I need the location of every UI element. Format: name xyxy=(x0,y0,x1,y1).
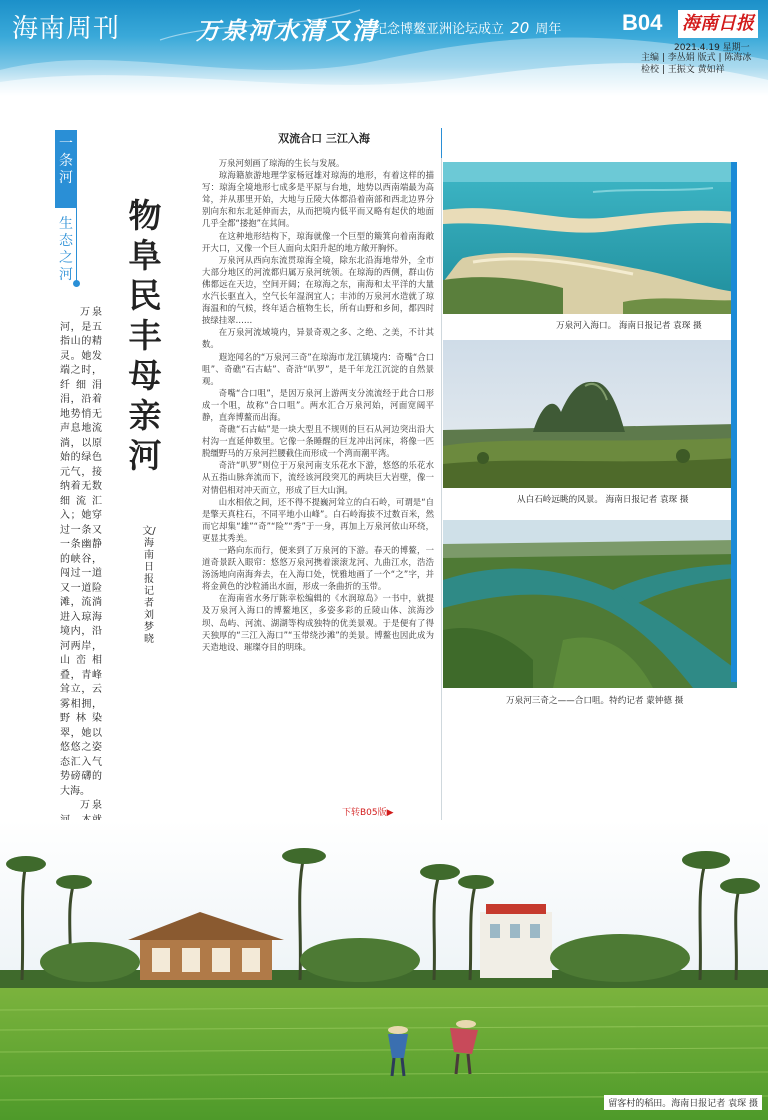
article-paragraph: 奇浒“叭罗”则位于万泉河南支乐花水下游，悠悠的乐花水从五指山脉奔流而下，流经该河段突兀的两块巨大岩壁，像一对情侣相对冲天而立，形成了巨大山涧。 xyxy=(202,460,434,495)
article-paragraph: 一路向东而行，便来到了万泉河的下游。春天的博鳌，一道奇景跃入眼帘：悠悠万泉河携着滚滚龙河、九曲江水，浩浩汤汤地向南海奔去，在入海口处，恍雅地画了一个“之”字，并将金黄色的沙粒涌出水面，形成一条曲折的玉带。 xyxy=(202,545,434,592)
series-tag-dot xyxy=(73,280,80,287)
photo-baishiling xyxy=(443,340,737,488)
subtitle-suffix: 周年 xyxy=(535,22,562,37)
article-body xyxy=(202,157,434,653)
photo-river-mouth xyxy=(443,162,737,314)
publication-brand: 海南周刊 xyxy=(12,14,121,44)
article-paragraph: 奇嘴“合口咀”，是因万泉河上游两支分流流经于此合口形成一个咀，故称“合口咀”。两水汇合万泉河始，河面宽阔平静，直奔博鳌而出海。 xyxy=(202,387,434,422)
issue-date: 2021.4.19 星期一 xyxy=(674,43,750,53)
section-heading: 双流合口 三江入海 xyxy=(278,132,370,145)
rice-paddy-image xyxy=(0,820,768,1120)
bottom-photo-caption: 留客村的稻田。海南日报记者 袁琛 摄 xyxy=(604,1095,762,1110)
series-tag-line xyxy=(76,130,77,286)
article-paragraph: 山水相依之间，还不得不提巍河耸立的白石岭，可谓是“自是擎天真柱石，不同平地小山峰”。白石岭海拔不过数百米，然而它却集“雄”“奇”“险”“秀”于一身，再加上万泉河依山环绕，更显其秀美。 xyxy=(202,496,434,543)
confluence-image xyxy=(443,520,737,688)
photo-caption: 从白石岭远眺的风景。 海南日报记者 袁琛 摄 xyxy=(517,495,689,505)
intro-paragraph: 万泉 xyxy=(80,800,102,811)
article-paragraph: 在这种地形结构下，琼海就像一个巨型的簸箕向着南海敞开大口，又像一个巨人面向太阳升起的地方敞开胸怀。 xyxy=(202,230,434,253)
series-name: 一条河 xyxy=(59,136,73,186)
article-paragraph: 万泉河从西向东流贯琼海全境，除东北沿海地带外，全市大部分地区的河流都归属万泉河统领。在琼海的西侧，群山仿佛都远在天边，空间开阔；在琼海之东，南海和太平洋的大量水汽长驱直入，空气长年湿润宜人；丰沛的万泉河水造就了琼海温和的气候，终年适合植物生长，所有山野和乡间，都四时披绿挂翠…… xyxy=(202,254,434,326)
article-paragraph: 在万泉河流域境内，异景奇观之多、之绝、之美，不计其数。 xyxy=(202,327,434,350)
newspaper-logo: 海南日报 xyxy=(678,10,758,38)
river-mouth-image xyxy=(443,162,737,314)
continued-link[interactable]: 下转B05版▶ xyxy=(342,808,394,818)
column-divider-accent xyxy=(441,128,442,158)
article-headline: 物阜民丰母亲河 xyxy=(128,196,162,475)
staff-proofread: 检校 | 王振文 黄如祥 xyxy=(641,65,725,75)
column-divider xyxy=(441,128,442,820)
baishiling-image xyxy=(443,340,737,488)
editorial-staff xyxy=(641,52,759,76)
article-paragraph: 奇礁“石古岵”是一块大型且不规则的巨石从河边突出沿大村沟一直延伸数里。它像一条睡醒的巨龙冲出河床，将像一匹脱缰野马的万泉河拦腰截住而形成一个湾而潮平湾。 xyxy=(202,424,434,459)
article-paragraph: 万泉河刻画了琼海的生长与发展。 xyxy=(218,158,345,168)
photo-confluence xyxy=(443,520,737,688)
subtitle-year: 20 xyxy=(510,19,530,37)
anniversary-subtitle xyxy=(374,18,561,37)
intro-paragraph: 万泉河，是五指山的精灵。她发端之时，纤细涓涓，沿着地势悄无声息地流淌，以原始的绿色元气，接纳着无数细流汇入；她穿过一条又一条幽静的峡谷，闯过一道又一道险滩，流淌进入琼海境内，沿河两岸，山峦相叠，青峰耸立，云雾相拥，野林染翠，她以悠悠之姿态汇入气势磅礴的大海。 xyxy=(60,307,102,797)
masthead xyxy=(0,0,768,96)
photo-accent-bar xyxy=(731,162,737,682)
article-paragraph: 遐迩闻名的“万泉河三奇”在琼海市龙江镇境内：奇嘴“合口咀”、奇礁“石古岵”、奇浒“叭罗”，是千年龙江沉淀的自然景观。 xyxy=(202,351,434,386)
photo-caption: 万泉河入海口。 海南日报记者 袁琛 摄 xyxy=(556,321,702,331)
subtitle-prefix: 纪念博鳌亚洲论坛成立 xyxy=(374,22,505,37)
staff-layout: 版式 | 陈海冰 xyxy=(697,53,752,63)
staff-editor: 主编 | 李丛娟 xyxy=(641,53,695,63)
photo-rice-paddy xyxy=(0,820,768,1120)
series-tag xyxy=(55,130,77,286)
photo-caption: 万泉河三奇之——合口咀。特约记者 蒙钟德 摄 xyxy=(506,696,684,706)
article-byline: 文/海南日报记者 刘梦晓 xyxy=(142,526,156,645)
article-paragraph: 在海南省水务厅陈幸松编辑的《水润琼岛》一书中，就提及万泉河入海口的博鳌地区，多姿多彩的丘陵山体、滨海沙坝、岛屿、河流、湖湖等构成独特的优美景观。于是便有了得天独厚的“三江入海口”“玉带绕沙滩”的美景。博鳌也因此成为天造地设、璀璨夺目的明珠。 xyxy=(202,593,434,652)
article-paragraph: 琼海籍旅游地理学家杨冠雄对琼海的地形，有着这样的描写：琼海全境地形七成多是平原与台地，地势以西南端最为高耸，并从那里开始，大地与丘陵大体都沿着南部和西北边界分别向东和东北延伸而去，从而把境内低平而又略有起伏的地面几乎全都“搂抱”在其间。 xyxy=(202,170,434,229)
page-number: B04 xyxy=(622,10,663,35)
series-theme: 生态之河 xyxy=(59,216,73,283)
special-series-title: 万泉河水清又清 xyxy=(196,16,378,45)
